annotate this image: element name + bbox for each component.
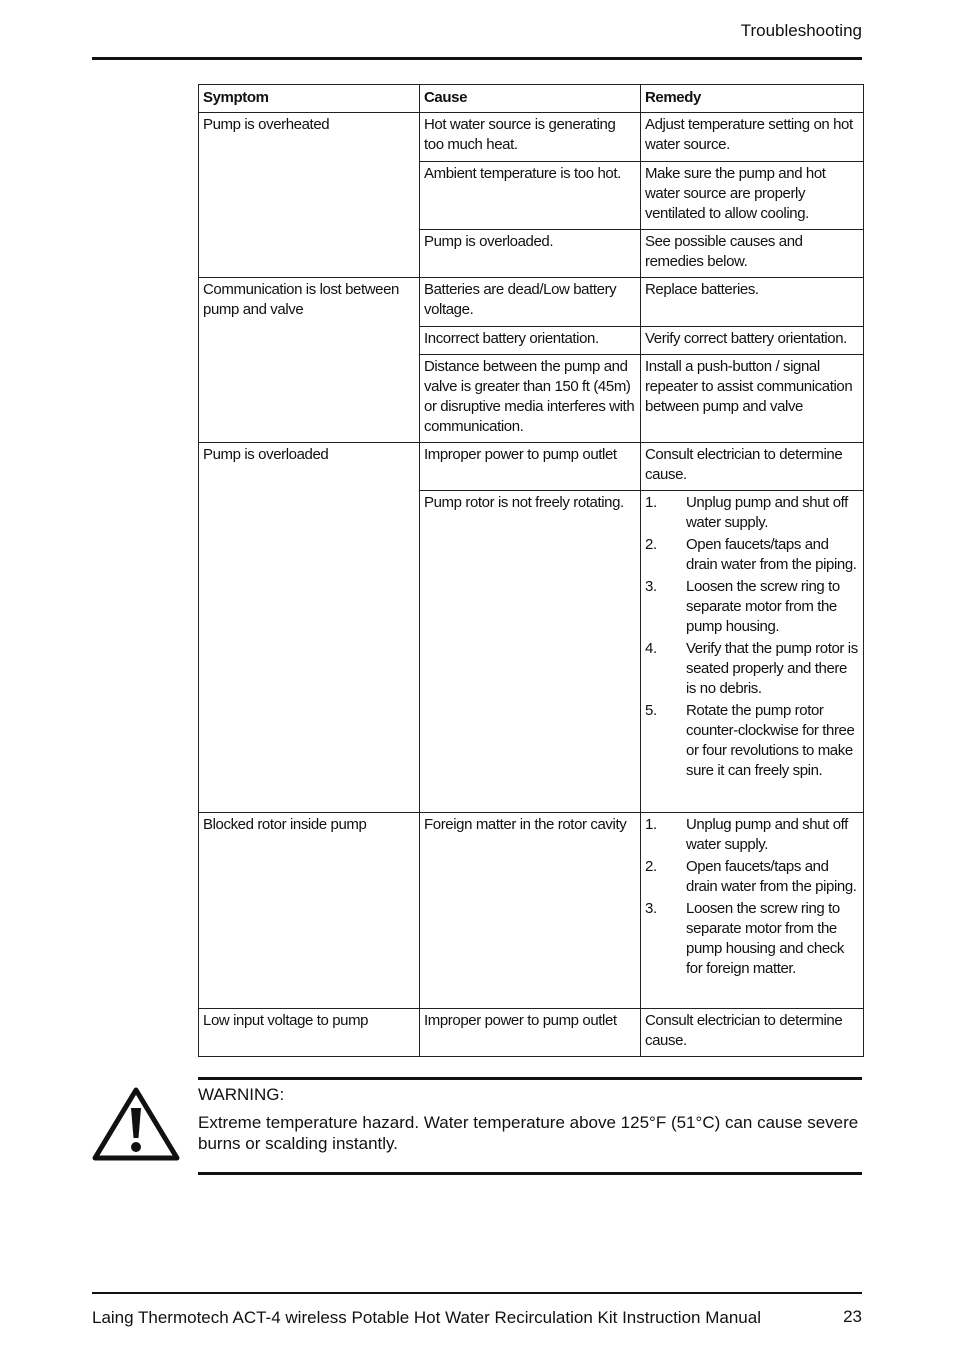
remedy-cell: See possible causes and remedies below. xyxy=(641,230,864,278)
cause-cell: Batteries are dead/Low battery voltage. xyxy=(420,278,641,327)
step-number: 2. xyxy=(645,858,657,875)
step-text: Open faucets/taps and drain water from the piping. xyxy=(686,858,857,895)
cause-cell: Ambient temperature is too hot. xyxy=(420,162,641,230)
cause-cell: Pump rotor is not freely rotating. xyxy=(420,491,641,813)
footer-rule xyxy=(92,1292,862,1294)
cause-cell: Hot water source is generating too much heat. xyxy=(420,113,641,162)
warning-label: WARNING: xyxy=(198,1085,285,1104)
step-number: 2. xyxy=(645,536,657,553)
cause-header: Cause xyxy=(420,85,641,113)
warning-top-rule xyxy=(198,1077,862,1080)
step-text: Loosen the screw ring to separate motor from the pump housing. xyxy=(686,578,840,635)
remedy-cell: Install a push-button / signal repeater to assist communication between pump and valve xyxy=(641,355,864,443)
list-item xyxy=(645,639,859,699)
footer-manual-title: Laing Thermotech ACT-4 wireless Potable Hot Water Recirculation Kit Instruction Manual xyxy=(92,1308,761,1327)
header-rule xyxy=(92,57,862,60)
list-item xyxy=(645,815,859,855)
remedy-cell: Replace batteries. xyxy=(641,278,864,327)
remedy-steps-list xyxy=(645,493,859,781)
symptom-cell: Pump is overheated xyxy=(199,113,420,278)
table-row xyxy=(199,278,864,327)
step-number: 1. xyxy=(645,494,657,511)
table-row xyxy=(199,1009,864,1057)
remedy-cell: Consult electrician to determine cause. xyxy=(641,443,864,491)
remedy-header: Remedy xyxy=(641,85,864,113)
troubleshooting-table xyxy=(198,84,864,1057)
cause-cell: Foreign matter in the rotor cavity xyxy=(420,813,641,1009)
cause-cell: Pump is overloaded. xyxy=(420,230,641,278)
step-text: Open faucets/taps and drain water from the piping. xyxy=(686,536,857,573)
step-text: Loosen the screw ring to separate motor from the pump housing and check for foreign matter. xyxy=(686,900,844,977)
cause-cell: Incorrect battery orientation. xyxy=(420,327,641,355)
list-item xyxy=(645,857,859,897)
list-item xyxy=(645,577,859,637)
warning-triangle-icon xyxy=(92,1086,180,1162)
table-row xyxy=(199,813,864,1009)
warning-text: Extreme temperature hazard. Water temperature above 125°F (51°C) can cause severe burns or scalding instantly. xyxy=(198,1113,859,1153)
warning-bottom-rule xyxy=(198,1172,862,1175)
remedy-cell: Make sure the pump and hot water source are properly ventilated to allow cooling. xyxy=(641,162,864,230)
symptom-header: Symptom xyxy=(199,85,420,113)
remedy-cell xyxy=(641,491,864,813)
page-header-title: Troubleshooting xyxy=(740,21,862,40)
step-number: 4. xyxy=(645,640,657,657)
list-item xyxy=(645,701,859,781)
step-text: Rotate the pump rotor counter-clockwise for three or four revolutions to make sure it can freely spin. xyxy=(686,702,855,779)
symptom-cell: Communication is lost between pump and valve xyxy=(199,278,420,443)
table-header-row xyxy=(199,85,864,113)
remedy-cell xyxy=(641,813,864,1009)
step-number: 3. xyxy=(645,578,657,595)
step-text: Unplug pump and shut off water supply. xyxy=(686,816,848,853)
remedy-cell: Consult electrician to determine cause. xyxy=(641,1009,864,1057)
cause-cell: Improper power to pump outlet xyxy=(420,1009,641,1057)
list-item xyxy=(645,535,859,575)
list-item xyxy=(645,493,859,533)
symptom-cell: Blocked rotor inside pump xyxy=(199,813,420,1009)
step-number: 3. xyxy=(645,900,657,917)
symptom-cell: Pump is overloaded xyxy=(199,443,420,813)
step-text: Unplug pump and shut off water supply. xyxy=(686,494,848,531)
step-text: Verify that the pump rotor is seated properly and there is no debris. xyxy=(686,640,858,697)
step-number: 5. xyxy=(645,702,657,719)
cause-cell: Improper power to pump outlet xyxy=(420,443,641,491)
remedy-cell: Adjust temperature setting on hot water source. xyxy=(641,113,864,162)
table-row xyxy=(199,113,864,162)
table-row xyxy=(199,443,864,491)
page-number: 23 xyxy=(843,1307,862,1326)
remedy-cell: Verify correct battery orientation. xyxy=(641,327,864,355)
list-item xyxy=(645,899,859,979)
symptom-cell: Low input voltage to pump xyxy=(199,1009,420,1057)
cause-cell: Distance between the pump and valve is greater than 150 ft (45m) or disruptive media interferes with communication. xyxy=(420,355,641,443)
step-number: 1. xyxy=(645,816,657,833)
remedy-steps-list xyxy=(645,815,859,979)
